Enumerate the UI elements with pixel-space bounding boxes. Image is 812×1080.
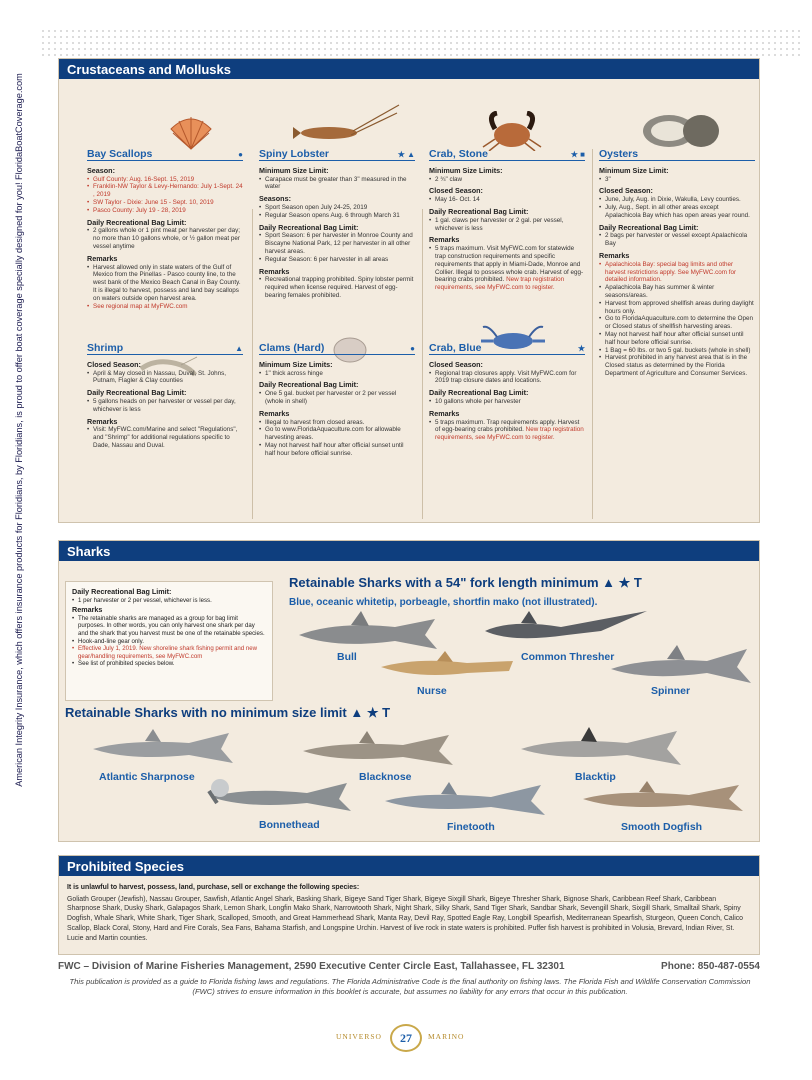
footer-contact [58, 961, 760, 972]
closed-season-heading: Closed Season: [429, 359, 483, 369]
min-size-heading: Minimum Size Limit: [259, 165, 329, 175]
clams-name: Clams (Hard) [259, 342, 325, 354]
bag-limit-heading: Daily Recreational Bag Limit: [429, 388, 529, 398]
column-divider [252, 209, 253, 519]
prohibited-title: Prohibited Species [59, 856, 759, 876]
season-heading: Season: [87, 165, 115, 175]
remarks-item: • Illegal to harvest from closed areas. [259, 419, 415, 427]
oysters-title [599, 148, 755, 161]
bag-limit-heading: Daily Recreational Bag Limit: [259, 380, 359, 390]
logo-right-text: MARINO [428, 1032, 465, 1041]
bay-scallops-name: Bay Scallops [87, 148, 153, 160]
season-item: • Franklin-NW Taylor & Levy-Hernando: July 1-Sept. 24 , 2019 [87, 183, 243, 199]
bag-limit-item: • Sport Season: 6 per harvester in Monroe County and Biscayne National Park, 12 per harvester in all other harvest areas. [259, 232, 415, 255]
spiny-lobster-marker: ★ ▲ [397, 150, 415, 159]
remarks-item: • Go to FloridaAquaculture.com to determine the Open or Closed status of shellfish harvesting areas. [599, 315, 755, 331]
crustaceans-title: Crustaceans and Mollusks [59, 59, 759, 79]
remarks-item: • 1 Bag = 60 lbs. or two 5 gal. buckets (whole in shell) [599, 347, 755, 355]
page-number: 27 [390, 1024, 422, 1052]
top-dot-pattern [40, 28, 800, 60]
closed-season-item: • April & May closed in Nassau, Duval, St. Johns, Putnam, Flagler & Clay counties [87, 370, 243, 386]
shoreline-permit-link[interactable]: • Effective July 1, 2019. New shoreline shark fishing permit and new gear/handling requirements, see MyFWC.com [72, 645, 266, 660]
sharks-title: Sharks [59, 541, 759, 561]
dogfish-label: Smooth Dogfish [621, 821, 703, 833]
remarks-heading: Remarks [87, 416, 118, 426]
season-item: • Sport Season open July 24-25, 2019 [259, 204, 415, 212]
scallop-illustration [167, 115, 215, 151]
closed-season-heading: Closed Season: [429, 186, 483, 196]
closed-season-heading: Closed Season: [87, 359, 141, 369]
sharpnose-label: Atlantic Sharpnose [99, 771, 195, 783]
min-size-heading: Minimum Size Limits: [259, 359, 333, 369]
remarks-item: • May not harvest half hour after official sunset until half hour before official sunrise. [259, 442, 415, 458]
season-item: • Gulf County: Aug. 16-Sept. 15, 2019 [87, 176, 243, 184]
shrimp-name: Shrimp [87, 342, 124, 354]
remarks-item: • Hook-and-line gear only. [72, 638, 266, 646]
stone-crab-title [429, 148, 585, 161]
bag-limit-item: • 2 gallons whole or 1 pint meat per harvester per day; no more than 10 gallons whole, or ½ gallon meat per vessel anytime [87, 227, 243, 250]
remarks-item: • May not harvest half hour after official sunset until half hour before official sunrise. [599, 331, 755, 347]
closed-season-item: • Regional trap closures apply. Visit MyFWC.com for 2019 trap closure dates and locations. [429, 370, 585, 386]
finetooth-label: Finetooth [447, 821, 495, 833]
season-list [87, 176, 243, 215]
prohibited-text [67, 883, 751, 943]
blue-crab-marker: ★ [577, 344, 585, 353]
shrimp-section [87, 342, 243, 450]
prohibited-list: Goliath Grouper (Jewfish), Nassau Grouper, Sawfish, Atlantic Angel Shark, Basking Shark, Bigeye Sand Tiger Shark, Bigeye Sixgill Shark, Bigeye Thresher Shark, Bignose Shark, Caribbean Reef Shark, Caribbean Sharpnose Shark, Dusky Shark, Galapagos Shark, Lemon Shark, Longfin Mako Shark, Narrowtooth Shark, Night Shark, Silky Shark, Sand Tiger Shark, Sandbar Shark, Sevengill Shark, Sixgill Shark, Smalltail Shark, Spiny Dogfish, Whale Shark, White Shark, Tiger Shark, Scalloped, Smooth, and Great Hammerhead Shark, Manta Ray, Devil Ray, Spotted Eagle Ray, Longbill Spearfish, Mediterranean Spearfish, Sturgeon, Queen Conch, Calico Scallop, Black Coral, Stony, Hard and Fire Corals, Sea Fans, Bahama Starfish, and Longspine Urchin. Harvest of live rock in state waters is prohibited. Puffer fish harvest is prohibited in Volusia, Brevard, Indian River, St. Lucie and Martin counties. [67, 895, 744, 942]
remarks-item: • See list of prohibited species below. [72, 660, 266, 668]
blue-crab-title [429, 342, 585, 355]
oysters-section [599, 148, 755, 378]
stone-crab-marker: ★ ■ [570, 150, 585, 159]
bay-scallops-title [87, 148, 243, 161]
bull-label: Bull [337, 651, 357, 663]
bag-limit-item: • Regular Season: 6 per harvester in all areas [259, 256, 415, 264]
fork-length-heading: Retainable Sharks with a 54" fork length minimum ▲ ★ T [289, 575, 642, 590]
blacktip-label: Blacktip [575, 771, 616, 783]
stone-crab-illustration [481, 111, 543, 151]
prohibited-lead: It is unlawful to harvest, possess, land, purchase, sell or exchange the following species: [67, 884, 360, 891]
clams-marker: ● [410, 344, 415, 353]
bag-limit-heading: Daily Recreational Bag Limit: [87, 217, 187, 227]
column-divider [592, 149, 593, 519]
min-size-item: • Carapace must be greater than 3" measured in the water [259, 176, 415, 192]
footer-phone: Phone: 850-487-0554 [661, 961, 760, 972]
min-size-item: • 2 ¾" claw [429, 176, 585, 184]
fork-length-species: Blue, oceanic whitetip, porbeagle, shortfin mako (not illustrated). [289, 597, 598, 608]
remarks-heading: Remarks [599, 250, 630, 260]
sharks-panel [58, 540, 760, 842]
closed-season-heading: Closed Season: [599, 186, 653, 196]
bonnethead-label: Bonnethead [259, 819, 320, 831]
regional-map-link[interactable]: • See regional map at MyFWC.com [87, 303, 243, 311]
remarks-item: • Recreational trapping prohibited. Spiny lobster permit required when license required. Harvest of egg-bearing females prohibited. [259, 276, 415, 299]
trap-registration-link[interactable]: New trap registration requirements, see MyFWC.com to register. [435, 426, 584, 442]
oyster-illustration [641, 113, 721, 149]
blue-crab-section [429, 342, 585, 442]
min-size-heading: Minimum Size Limit: [599, 165, 669, 175]
bag-limit-heading: Daily Recreational Bag Limit: [72, 587, 172, 596]
spiny-lobster-section [259, 148, 415, 300]
remarks-heading: Remarks [429, 235, 460, 245]
remarks-heading: Remarks [429, 408, 460, 418]
finetooth-shark-illustration [381, 781, 551, 821]
remarks-item: • Go to www.FloridaAquaculture.com for allowable harvesting areas. [259, 426, 415, 442]
min-size-item: • 3" [599, 176, 755, 184]
bag-limit-item: • 1 gal. claws per harvester or 2 gal. per vessel, whichever is less [429, 217, 585, 233]
bag-limit-item: • One 5 gal. bucket per harvester or 2 per vessel (whole in shell) [259, 390, 415, 406]
bag-limit-heading: Daily Recreational Bag Limit: [429, 206, 529, 216]
remarks-item: • Apalachicola Bay has summer & winter seasons/areas. [599, 284, 755, 300]
remarks-heading: Remarks [259, 266, 290, 276]
column-divider [422, 209, 423, 519]
remarks-item: 5 traps maximum. Visit MyFWC.com for statewide trap construction requirements and specific requirements that apply in Miami-Dade, Monroe and Collier. Illegal to possess whole crab. Harvest of egg-bearing crabs prohibited. [435, 245, 584, 284]
thresher-label: Common Thresher [521, 651, 615, 663]
blue-crab-name: Crab, Blue [429, 342, 482, 354]
prohibited-panel [58, 855, 760, 955]
sharpnose-shark-illustration [89, 727, 239, 767]
oysters-name: Oysters [599, 148, 639, 160]
blacknose-shark-illustration [299, 729, 459, 769]
season-item: • SW Taylor - Dixie: June 15 - Sept. 10, 2019 [87, 199, 243, 207]
spinner-shark-illustration [607, 641, 757, 689]
logo-left-text: UNIVERSO [336, 1032, 382, 1041]
stone-crab-name: Crab, Stone [429, 148, 488, 160]
bag-limit-item: • 2 bags per harvester or vessel except Apalachicola Bay [599, 232, 755, 248]
bay-scallops-section [87, 148, 243, 310]
bag-limit-heading: Daily Recreational Bag Limit: [87, 388, 187, 398]
apalachicola-link[interactable]: • Apalachicola Bay: special bag limits and other harvest restrictions apply. See MyFWC.com for detailed information. [599, 261, 755, 284]
footer-address: FWC – Division of Marine Fisheries Management, 2590 Executive Center Circle East, Tallahassee, FL 32301 [58, 961, 565, 972]
bag-limit-heading: Daily Recreational Bag Limit: [599, 222, 699, 232]
season-item: • Pasco County: July 19 - 28, 2019 [87, 207, 243, 215]
side-credit-text: American Integrity Insurance, which offers insurance products for Floridians, by Floridians, is proud to offer boat coverage specially designed for you! FloridaBoatCoverage.com [14, 73, 24, 787]
shrimp-marker: ▲ [235, 344, 243, 353]
seasons-heading: Seasons: [259, 194, 291, 204]
page-logo [336, 1018, 476, 1060]
bag-limit-item: • 10 gallons whole per harvester [429, 398, 585, 406]
crustaceans-panel [58, 58, 760, 523]
trap-registration-link[interactable]: New trap registration requirements, see MyFWC.com to register. [435, 276, 565, 292]
remarks-heading: Remarks [87, 253, 118, 263]
spiny-lobster-name: Spiny Lobster [259, 148, 330, 160]
dogfish-illustration [579, 779, 749, 819]
nurse-shark-illustration [377, 647, 517, 687]
shrimp-title [87, 342, 243, 355]
blacknose-label: Blacknose [359, 771, 412, 783]
remarks-item: • The retainable sharks are managed as a group for bag limit purposes. In other words, you can only harvest one shark per day and the shark that you harvest must be one of the retainable species. [72, 615, 266, 638]
closed-season-item: • May 16- Oct. 14 [429, 196, 585, 204]
remarks-item: 5 traps maximum. Trap requirements apply. Harvest of egg-bearing crabs prohibited. [435, 418, 580, 434]
clams-title [259, 342, 415, 355]
shark-rules-box [65, 581, 273, 701]
remarks-item: • Harvest allowed only in state waters of the Gulf of Mexico from the Pinellas - Pasco county line, to the west bank of the Mexico Beach Canal in Bay County. It is illegal to harvest, possess and land bay scallops on waters outside open harvest area. [87, 264, 243, 303]
side-credit [10, 30, 28, 830]
spiny-lobster-title [259, 148, 415, 161]
bonnethead-head-icon [209, 777, 231, 799]
footer-disclaimer: This publication is provided as a guide to Florida fishing laws and regulations. The Florida Administrative Code is the final authority on fishing laws. The Florida Fish and Wildlife Conservation Commission (FWC) strives to ensure information in this booklet is accurate, but assumes no liability for any errors that occur in this publication. [69, 977, 751, 996]
spinner-label: Spinner [651, 685, 691, 697]
nurse-label: Nurse [417, 685, 447, 697]
bag-limit-item: • 5 gallons heads on per harvester or vessel per day, whichever is less [87, 398, 243, 414]
closed-season-item: • July, Aug., Sept. in all other areas except Apalachicola Bay which has open areas year round. [599, 204, 755, 220]
remarks-heading: Remarks [72, 605, 103, 615]
lobster-illustration [291, 101, 401, 143]
stone-crab-section [429, 148, 585, 292]
closed-season-item: • June, July, Aug. in Dixie, Wakulla, Levy counties. [599, 196, 755, 204]
bay-scallops-marker: ● [238, 150, 243, 159]
min-size-heading: Minimum Size Limits: [429, 165, 503, 175]
min-size-item: • 1" thick across hinge [259, 370, 415, 378]
season-item: • Regular Season opens Aug. 6 through March 31 [259, 212, 415, 220]
blacktip-shark-illustration [517, 725, 687, 769]
bag-limit-item: • 1 per harvester or 2 per vessel, whichever is less. [72, 597, 266, 605]
bag-limit-heading: Daily Recreational Bag Limit: [259, 222, 359, 232]
remarks-item: • Harvest prohibited in any harvest area that is in the Closed status as determined by the Florida Department of Agriculture and Consumer Services. [599, 354, 755, 377]
no-minimum-heading: Retainable Sharks with no minimum size limit ▲ ★ T [65, 705, 391, 720]
remarks-item: • Visit: MyFWC.com/Marine and select "Regulations", and "Shrimp" for additional regulations specific to Dade, Nassau and Duval. [87, 426, 243, 449]
clams-section [259, 342, 415, 458]
remarks-item: • Harvest from approved shellfish areas during daylight hours only. [599, 300, 755, 316]
remarks-heading: Remarks [259, 408, 290, 418]
